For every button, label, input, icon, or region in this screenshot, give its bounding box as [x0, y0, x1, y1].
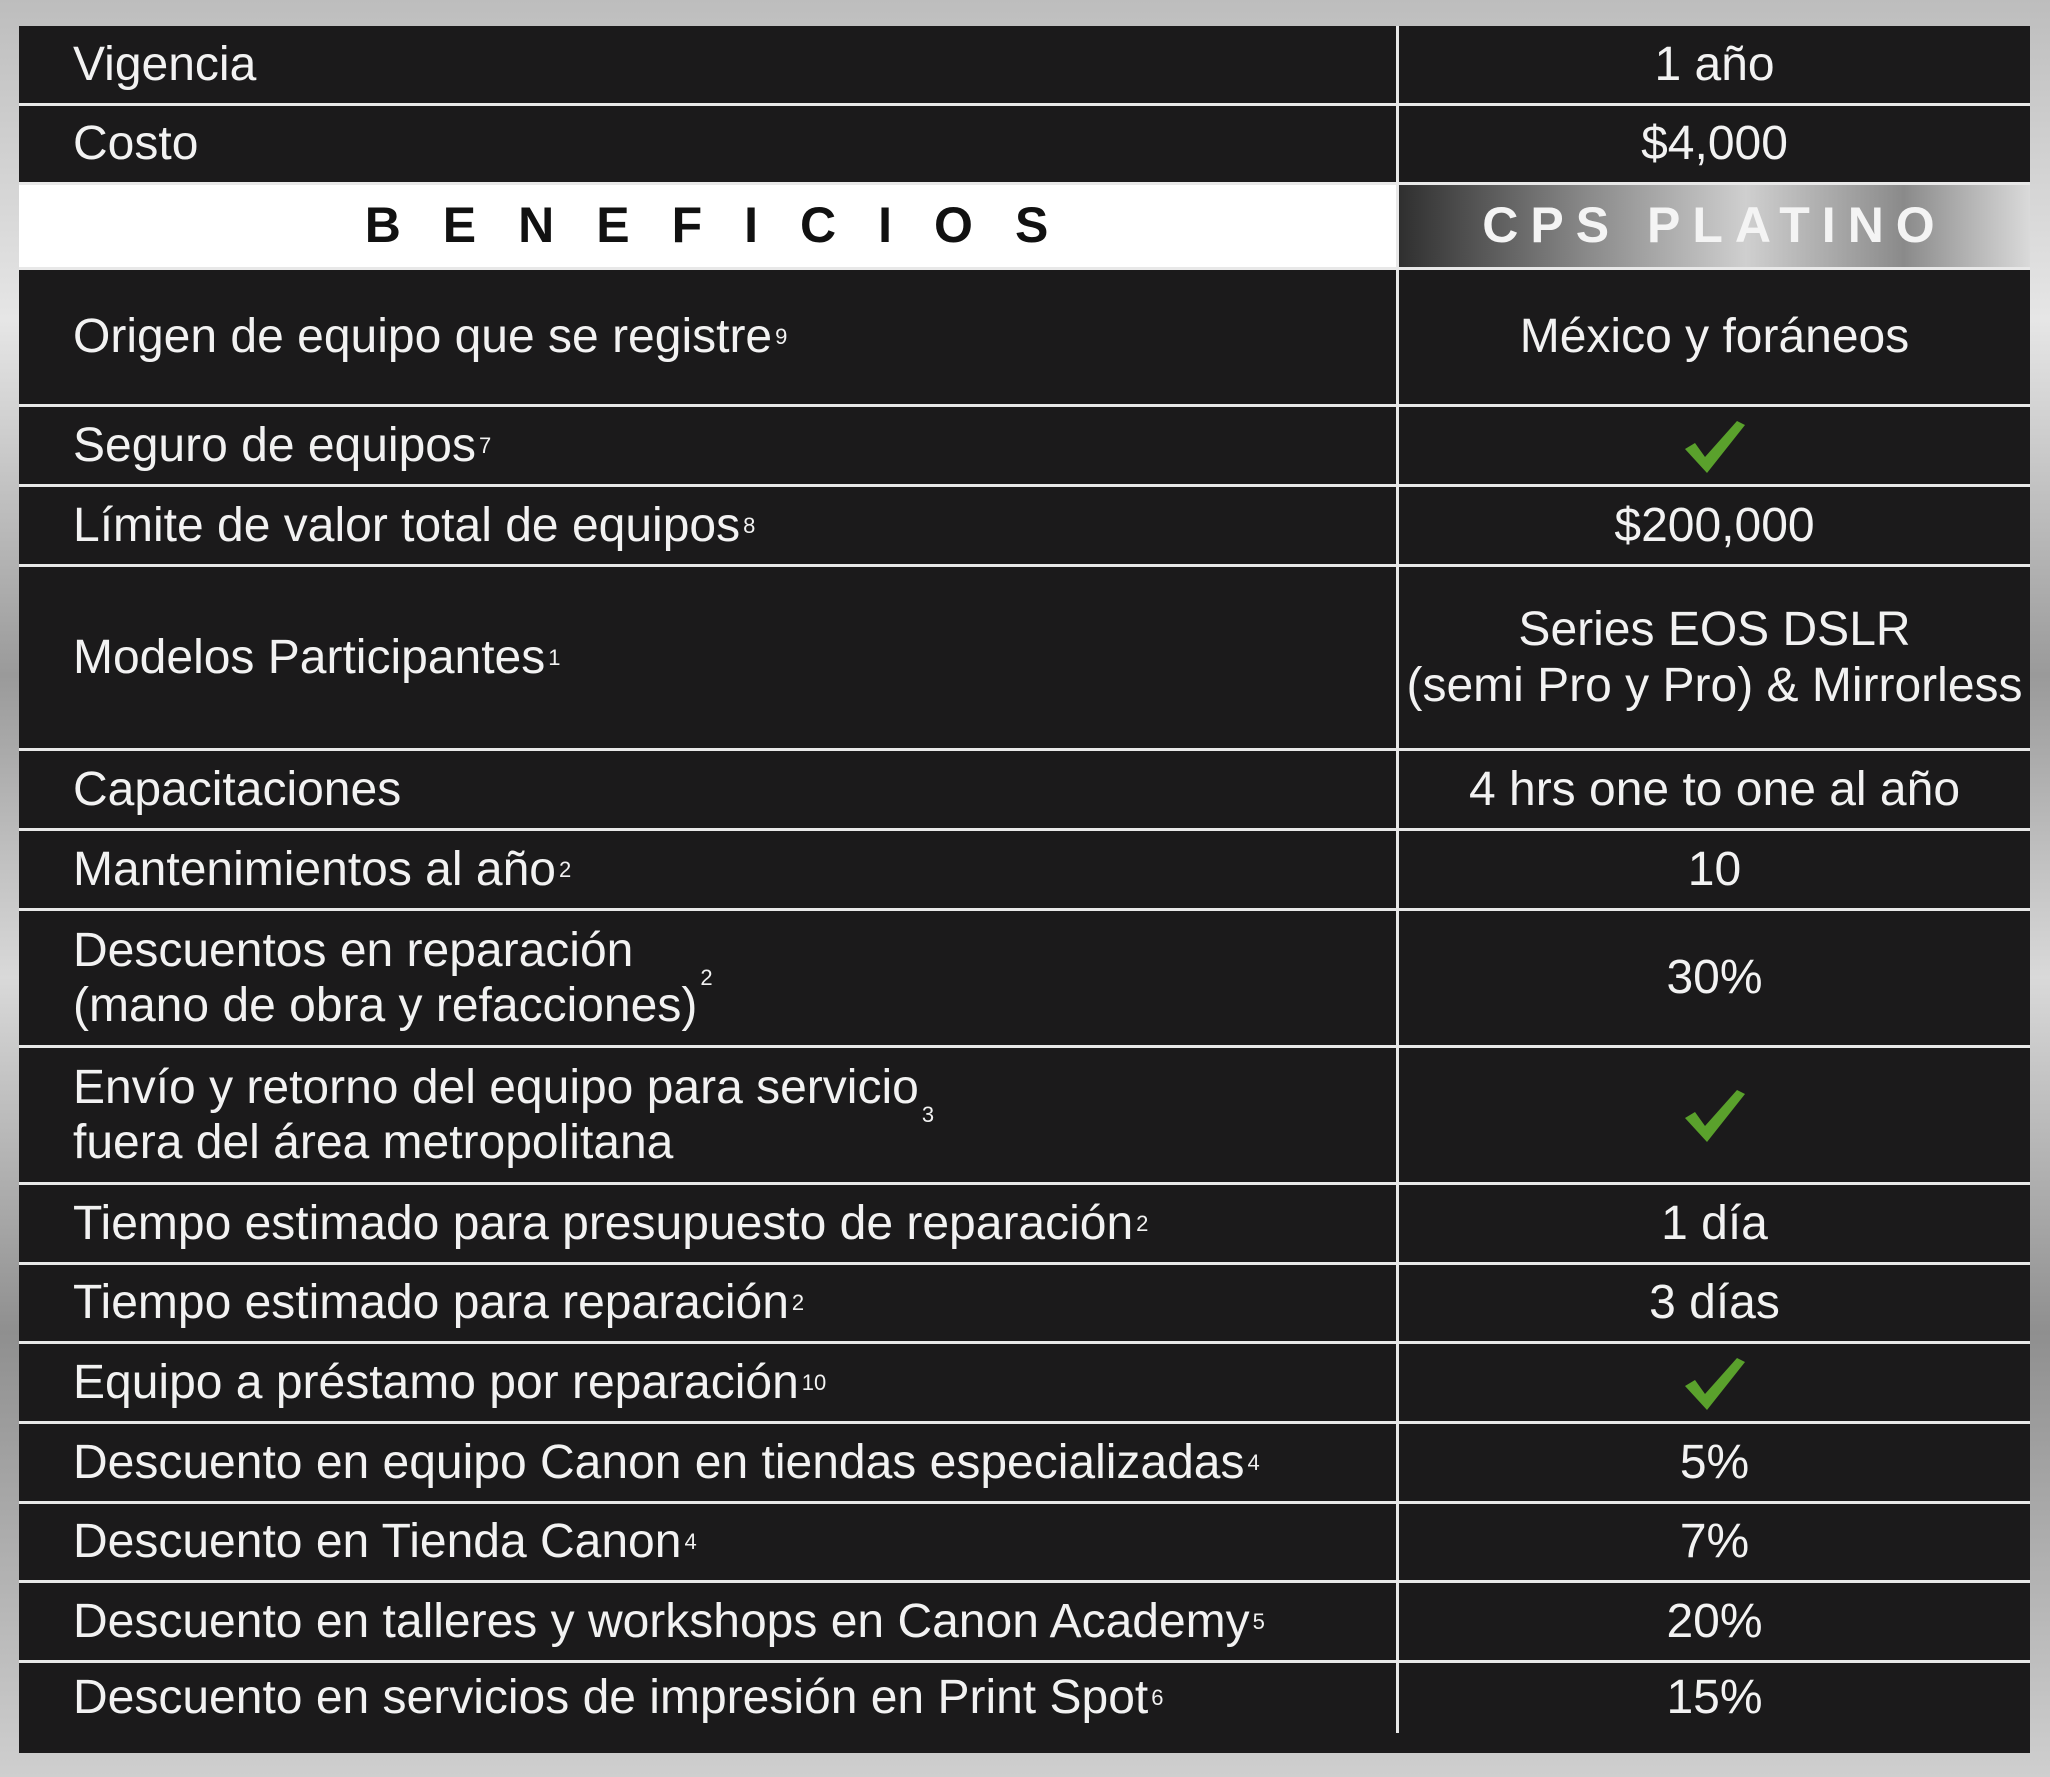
benefit-label-descuento-en-servicios-de-impresion-en-p: Descuento en servicios de impresión en Print Spot 6 [19, 1663, 1399, 1733]
benefit-value-text: 4 hrs one to one al año [1468, 762, 1961, 816]
benefit-value-text: México y foráneos [1519, 310, 1910, 364]
check-icon [1683, 1354, 1747, 1412]
benefit-label-descuento-en-talleres-y-workshops-en-can: Descuento en talleres y workshops en Canon Academy 5 [19, 1583, 1399, 1663]
benefit-label-text: Origen de equipo que se registre [73, 310, 773, 364]
benefit-value [1399, 567, 2030, 751]
benefit-label-descuento-en-equipo-canon-en-tiendas-esp: Descuento en equipo Canon en tiendas especializadas 4 [19, 1424, 1399, 1504]
benefit-value [1399, 1504, 2030, 1583]
benefit-label-text: Tiempo estimado para reparación [73, 1276, 789, 1330]
benefit-value [1399, 1344, 2030, 1424]
benefit-label-text: Descuento en Tienda Canon [73, 1515, 682, 1569]
check-icon [1683, 1086, 1747, 1144]
benefit-label-seguro-de-equipos: Seguro de equipos 7 [19, 407, 1399, 487]
benefit-value [1399, 1663, 2030, 1733]
benefit-value-text: 1 día [1661, 1196, 1768, 1250]
benefit-value [1399, 1185, 2030, 1265]
benefit-label-text: Modelos Participantes [73, 630, 546, 684]
benefit-label-text: Capacitaciones [73, 762, 402, 816]
benefit-label-text: Seguro de equipos [73, 418, 476, 472]
benefit-label-text: Descuentos en reparación (mano de obra y refacciones) [73, 923, 698, 1032]
benefit-value-text: $200,000 [1614, 498, 1815, 552]
benefit-label-text: Envío y retorno del equipo para servicio fuera del área metropolitana [73, 1060, 919, 1169]
benefit-value [1399, 487, 2030, 567]
section-heading-beneficios: BENEFICIOS [19, 185, 1399, 270]
benefit-value [1399, 1424, 2030, 1504]
value-vigencia: 1 año [1399, 26, 2030, 106]
benefit-label-capacitaciones [19, 751, 1399, 831]
benefit-label-text: Mantenimientos al año [73, 842, 556, 896]
benefit-value [1399, 1265, 2030, 1344]
benefit-value [1399, 270, 2030, 407]
benefit-label-text: Tiempo estimado para presupuesto de reparación [73, 1196, 1134, 1250]
check-icon [1683, 417, 1747, 475]
plan-heading: CPS PLATINO [1399, 185, 2030, 270]
benefit-label-modelos-participantes: Modelos Participantes 1 [19, 567, 1399, 751]
label-vigencia: Vigencia [19, 26, 1399, 106]
label-costo: Costo [19, 106, 1399, 185]
benefit-label-text: Descuento en talleres y workshops en Canon Academy [73, 1594, 1250, 1648]
benefit-label-limite-de-valor-total-de-equipos: Límite de valor total de equipos 8 [19, 487, 1399, 567]
benefit-label-descuento-en-tienda-canon: Descuento en Tienda Canon 4 [19, 1504, 1399, 1583]
benefit-label-mantenimientos-al-ano: Mantenimientos al año 2 [19, 831, 1399, 911]
benefit-label-tiempo-estimado-para-reparacion: Tiempo estimado para reparación 2 [19, 1265, 1399, 1344]
benefit-value [1399, 751, 2030, 831]
benefit-value [1399, 911, 2030, 1048]
benefit-value-text: 20% [1666, 1594, 1763, 1648]
benefit-label-text: Límite de valor total de equipos [73, 498, 741, 552]
benefit-value-text: 5% [1679, 1435, 1750, 1489]
benefit-label-text: Equipo a préstamo por reparación [73, 1355, 799, 1409]
value-costo: $4,000 [1399, 106, 2030, 185]
benefit-value [1399, 831, 2030, 911]
benefit-label-text: Descuento en servicios de impresión en Print Spot [73, 1671, 1149, 1725]
benefits-table [19, 26, 2030, 1753]
benefit-value [1399, 1048, 2030, 1185]
benefit-value-text: 3 días [1649, 1276, 1780, 1330]
benefit-label-text: Descuento en equipo Canon en tiendas especializadas [73, 1435, 1245, 1489]
benefit-value-text: 15% [1666, 1671, 1763, 1725]
benefit-label-equipo-a-prestamo-por-reparacion: Equipo a préstamo por reparación 10 [19, 1344, 1399, 1424]
benefit-value [1399, 407, 2030, 487]
benefit-label-origen-de-equipo-que-se-registre: Origen de equipo que se registre 9 [19, 270, 1399, 407]
benefit-value-text: Series EOS DSLR (semi Pro y Pro) & Mirrorless [1406, 603, 2023, 712]
benefit-value-text: 30% [1666, 951, 1763, 1005]
benefit-label-descuentos-en-reparacion-mano-de-obra-y-: Descuentos en reparación (mano de obra y refacciones) 2 [19, 911, 1399, 1048]
benefit-value-text: 10 [1687, 842, 1742, 896]
benefit-value [1399, 1583, 2030, 1663]
benefit-label-tiempo-estimado-para-presupuesto-de-repa: Tiempo estimado para presupuesto de reparación 2 [19, 1185, 1399, 1265]
benefit-label-envio-y-retorno-del-equipo-para-servicio: Envío y retorno del equipo para servicio fuera del área metropolitana 3 [19, 1048, 1399, 1185]
benefit-value-text: 7% [1679, 1515, 1750, 1569]
